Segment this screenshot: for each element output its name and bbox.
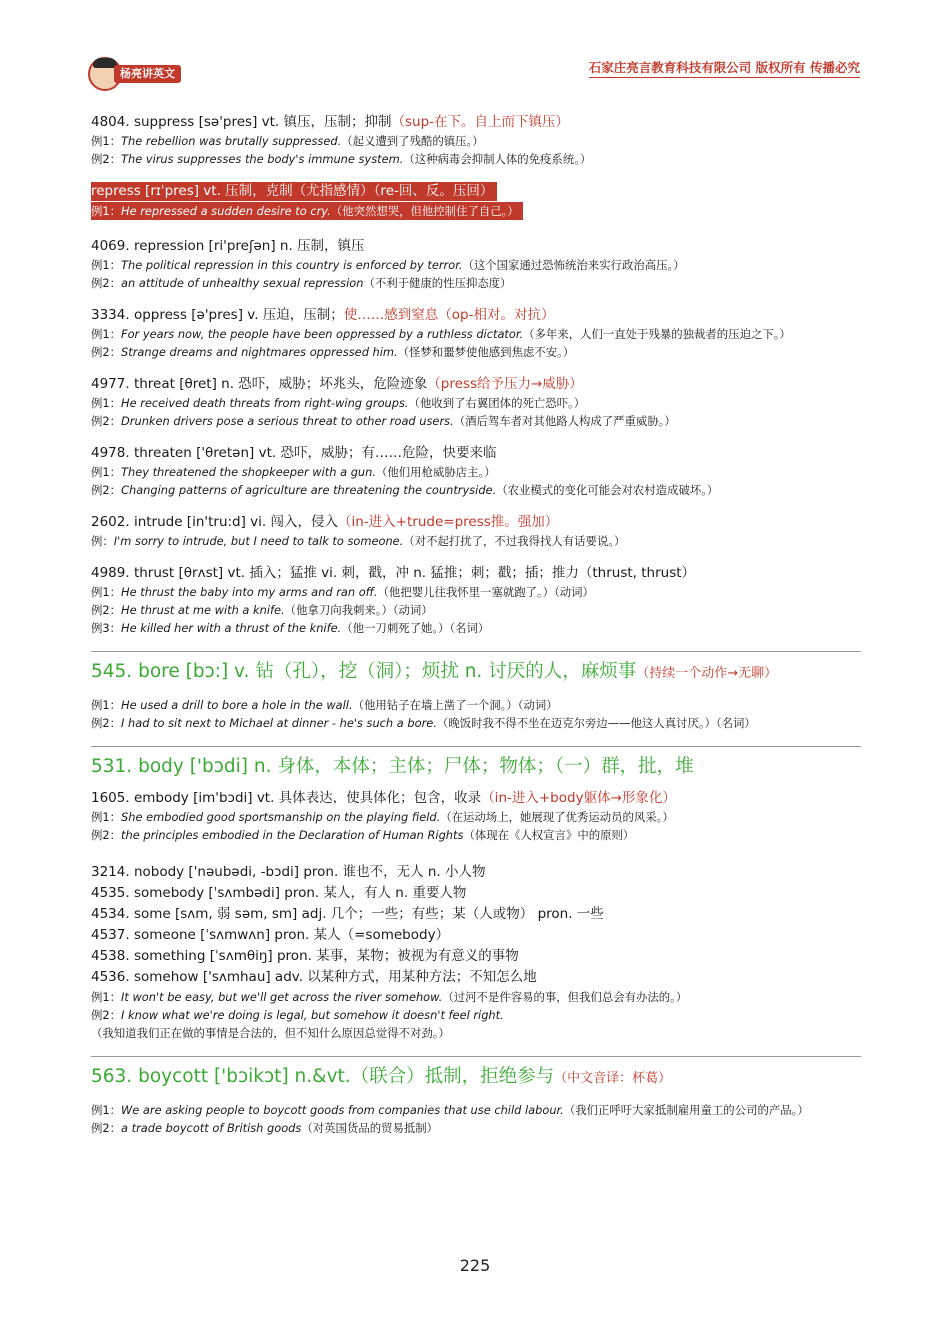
repress-example: 例1：He repressed a sudden desire to cry.（他突然想哭，但他控制住了自己。） [91, 202, 523, 220]
example-line [91, 1101, 861, 1119]
example-chinese: （这个国家通过恐怖统治来实行政治高压。） [462, 258, 685, 272]
word-entry [91, 375, 861, 430]
example-english: They threatened the shopkeeper with a gun. [121, 465, 376, 479]
example-line [91, 583, 861, 601]
example-chinese: （他拿刀向我刺来。）（动词） [284, 603, 433, 617]
example-line [91, 132, 861, 150]
example-line [91, 1119, 861, 1137]
repress-headword: repress [rɪˈpres] vt. 压制，克制（尤指感情）（re-回、反。压回） [91, 182, 497, 201]
section-divider [91, 746, 861, 747]
example-line [91, 256, 861, 274]
example-line [91, 394, 861, 412]
example-english: I'm sorry to intrude, but I need to talk to someone. [113, 534, 404, 548]
example-label: 例2： [91, 152, 122, 166]
section-title-body: 531. body ['bɔdi] n. 身体，本体；主体；尸体；物体；（一）群，批，堆 [91, 756, 694, 777]
example-label: 例1： [91, 990, 122, 1004]
example-label: 例3： [91, 621, 122, 635]
example-line [91, 696, 861, 714]
word-line: 4538. something [ˈsʌmθiŋ] pron. 某事，某物；被视为有意义的事物 [91, 948, 519, 964]
example-english: He received death threats from right-wing groups. [121, 396, 409, 410]
example-chinese: （多年来，人们一直处于残暴的独裁者的压迫之下。） [523, 327, 791, 341]
example-english: He killed her with a thrust of the knife. [121, 621, 342, 635]
example-label: 例2： [91, 603, 122, 617]
example-chinese: （在运动场上，她展现了优秀运动员的风采。） [440, 810, 674, 824]
example-chinese: （起义遭到了残酷的镇压。） [341, 134, 484, 148]
mnemonic-tip: （in-进入+trude=press推。强加） [338, 514, 559, 530]
example-line [91, 714, 861, 732]
highlighted-entry-repress [91, 182, 861, 221]
example-english: We are asking people to boycott goods from companies that use child labour. [121, 1103, 564, 1117]
example-chinese: （对英国货品的贸易抵制） [301, 1121, 439, 1135]
entry-headword [91, 113, 861, 132]
entry-headword [91, 564, 861, 583]
mnemonic-tip: （press给予压力→威胁） [427, 376, 583, 392]
example-english: Changing patterns of agriculture are threatening the countryside. [121, 483, 497, 497]
example-label: 例2： [91, 716, 122, 730]
headword-text: 4978. threaten ['θretən] vt. 恐吓，威胁；有……危险，快要来临 [91, 445, 497, 461]
example-english: The rebellion was brutally suppressed. [121, 134, 342, 148]
mnemonic-tip: （sup-在下。自上而下镇压） [391, 114, 570, 130]
example-label: 例2： [91, 276, 122, 290]
example-label: 例1： [91, 327, 122, 341]
entry-headword [91, 513, 861, 532]
example-english: The political repression in this country is enforced by terror. [121, 258, 463, 272]
example-line [91, 412, 861, 430]
word-entry [91, 444, 861, 499]
example-line [91, 532, 861, 550]
copyright-notice: 石家庄亮言教育科技有限公司 版权所有 传播必究 [589, 58, 860, 78]
example-line [91, 601, 861, 619]
word-entry [91, 237, 861, 292]
body-word-list [91, 862, 861, 988]
example-chinese: （体现在《人权宣言》中的原则） [463, 828, 635, 842]
headword-text: 2602. intrude [in'tru:d] vi. 闯入，侵入 [91, 514, 338, 530]
bore-examples [91, 696, 861, 732]
example-label: 例： [91, 534, 114, 548]
example-label: 例1： [91, 258, 122, 272]
example-line [91, 274, 861, 292]
word-line: 4536. somehow ['sʌmhau] adv. 以某种方式，用某种方法；不知怎么地 [91, 969, 537, 985]
example-label: 例2： [91, 414, 122, 428]
entry-headword [91, 306, 861, 325]
mnemonic-tip: 使……感到窒息（op-相对。对抗） [343, 307, 555, 323]
word-line: 3214. nobody ['nəubədi, -bɔdi] pron. 谁也不，无人 n. 小人物 [91, 864, 486, 880]
headword-text: 4977. threat [θret] n. 恐吓，威胁；坏兆头，危险迹象 [91, 376, 428, 392]
example-line [91, 343, 861, 361]
example-label: 例2： [91, 828, 122, 842]
example-line [91, 1006, 861, 1042]
example-line [91, 988, 861, 1006]
page-number: 225 [459, 1256, 491, 1275]
entries-group-press [91, 237, 861, 637]
example-english: Drunken drivers pose a serious threat to other road users. [121, 414, 454, 428]
example-english: a trade boycott of British goods [121, 1121, 302, 1135]
example-chinese: （他用钻子在墙上凿了一个洞。）（动词） [352, 698, 558, 712]
example-line [91, 150, 861, 168]
entry-headword [91, 375, 861, 394]
example-english: the principles embodied in the Declaration of Human Rights [121, 828, 464, 842]
embody-examples [91, 808, 861, 844]
example-english: It won't be easy, but we'll get across the river somehow. [121, 990, 443, 1004]
embody-headword: 1605. embody [im'bɔdi] vt. 具体表达，使具体化；包含，收录（in-进入+body躯体→形象化） [91, 790, 676, 806]
example-chinese: （我们正呼吁大家抵制雇用童工的公司的产品。） [563, 1103, 809, 1117]
example-label: 例1： [91, 698, 122, 712]
example-english: She embodied good sportsmanship on the playing field. [121, 810, 441, 824]
example-label: 例1： [91, 585, 122, 599]
example-chinese: （他收到了右翼团体的死亡恐吓。） [408, 396, 586, 410]
example-chinese: （我知道我们正在做的事情是合法的，但不知什么原因总觉得不对劲。） [91, 1026, 450, 1040]
section-title-bore: 545. bore [bɔ:] v. 钻（孔），挖（洞）；烦扰 n. 讨厌的人，麻烦事（持续一个动作→无聊） [91, 661, 778, 682]
section-title-boycott: 563. boycott ['bɔikɔt] n.&vt.（联合）抵制，拒绝参与（中文音译：杯葛） [91, 1066, 672, 1087]
example-english: For years now, the people have been oppressed by a ruthless dictator. [121, 327, 524, 341]
brand-logo [88, 57, 188, 91]
example-label: 例1： [91, 1103, 122, 1117]
example-chinese: （怪梦和噩梦使他感到焦虑不安。） [397, 345, 575, 359]
example-label: 例2： [91, 345, 122, 359]
example-english: He thrust the baby into my arms and ran off. [121, 585, 378, 599]
example-line [91, 808, 861, 826]
example-label: 例2： [91, 1008, 122, 1022]
example-english: I had to sit next to Michael at dinner - he's such a bore. [121, 716, 437, 730]
example-english: I know what we're doing is legal, but somehow it doesn't feel right. [121, 1008, 504, 1022]
example-english: Strange dreams and nightmares oppressed him. [121, 345, 398, 359]
headword-text: 3334. oppress [ə'pres] v. 压迫，压制； [91, 307, 344, 323]
word-line: 4537. someone [ˈsʌmwʌn] pron. 某人（=somebody） [91, 927, 450, 943]
example-chinese: （过河不是件容易的事，但我们总会有办法的。） [442, 990, 688, 1004]
example-chinese: （酒后驾车者对其他路人构成了严重威胁。） [453, 414, 676, 428]
example-label: 例1： [91, 465, 122, 479]
page-content [91, 113, 861, 1137]
word-entry [91, 513, 861, 550]
example-english: He used a drill to bore a hole in the wall. [121, 698, 353, 712]
headword-text: 4989. thrust [θrʌst] vt. 插入；猛推 vi. 刺，戳，冲 n. 猛推；刺；戳；插；推力（thrust, thrust） [91, 565, 696, 581]
example-line [91, 619, 861, 637]
word-entry [91, 564, 861, 637]
example-chinese: （不利于健康的性压抑态度） [363, 276, 512, 290]
entry-headword [91, 237, 861, 256]
example-label: 例1： [91, 396, 122, 410]
entries-group-suppress [91, 113, 861, 168]
boycott-examples [91, 1101, 861, 1137]
example-label: 例2： [91, 1121, 122, 1135]
somehow-examples [91, 988, 861, 1042]
example-line [91, 826, 861, 844]
example-chinese: （这种病毒会抑制人体的免疫系统。） [403, 152, 592, 166]
example-label: 例2： [91, 483, 122, 497]
word-line: 4535. somebody [ˈsʌmbədi] pron. 某人，有人 n. 重要人物 [91, 885, 467, 901]
word-line: 4534. some [sʌm, 弱 səm, sm] adj. 几个；一些；有些；某（人或物） pron. 一些 [91, 906, 604, 922]
logo-text: 杨亮讲英文 [114, 65, 181, 83]
section-divider [91, 651, 861, 652]
section-divider [91, 1056, 861, 1057]
example-label: 例1： [91, 134, 122, 148]
example-english: an attitude of unhealthy sexual repression [121, 276, 364, 290]
headword-text: 4069. repression [ri'preʃən] n. 压制，镇压 [91, 238, 365, 254]
page-header [0, 0, 950, 100]
example-line [91, 463, 861, 481]
example-line [91, 325, 861, 343]
example-english: The virus suppresses the body's immune system. [121, 152, 404, 166]
example-chinese: （他把婴儿往我怀里一塞就跑了。）（动词） [377, 585, 594, 599]
example-line [91, 481, 861, 499]
example-chinese: （农业模式的变化可能会对农村造成破坏。） [496, 483, 719, 497]
entry-embody [91, 789, 861, 844]
headword-text: 4804. suppress [sə'pres] vt. 镇压，压制；抑制 [91, 114, 392, 130]
example-chinese: （他们用枪威胁店主。） [376, 465, 496, 479]
example-label: 例1： [91, 810, 122, 824]
example-chinese: （晚饭时我不得不坐在迈克尔旁边——他这人真讨厌。）（名词） [436, 716, 756, 730]
word-entry [91, 113, 861, 168]
word-entry [91, 306, 861, 361]
example-chinese: （他一刀刺死了她。）（名词） [341, 621, 490, 635]
example-english: He thrust at me with a knife. [121, 603, 285, 617]
entry-headword [91, 444, 861, 463]
example-chinese: （对不起打扰了，不过我得找人有话要说。） [403, 534, 626, 548]
